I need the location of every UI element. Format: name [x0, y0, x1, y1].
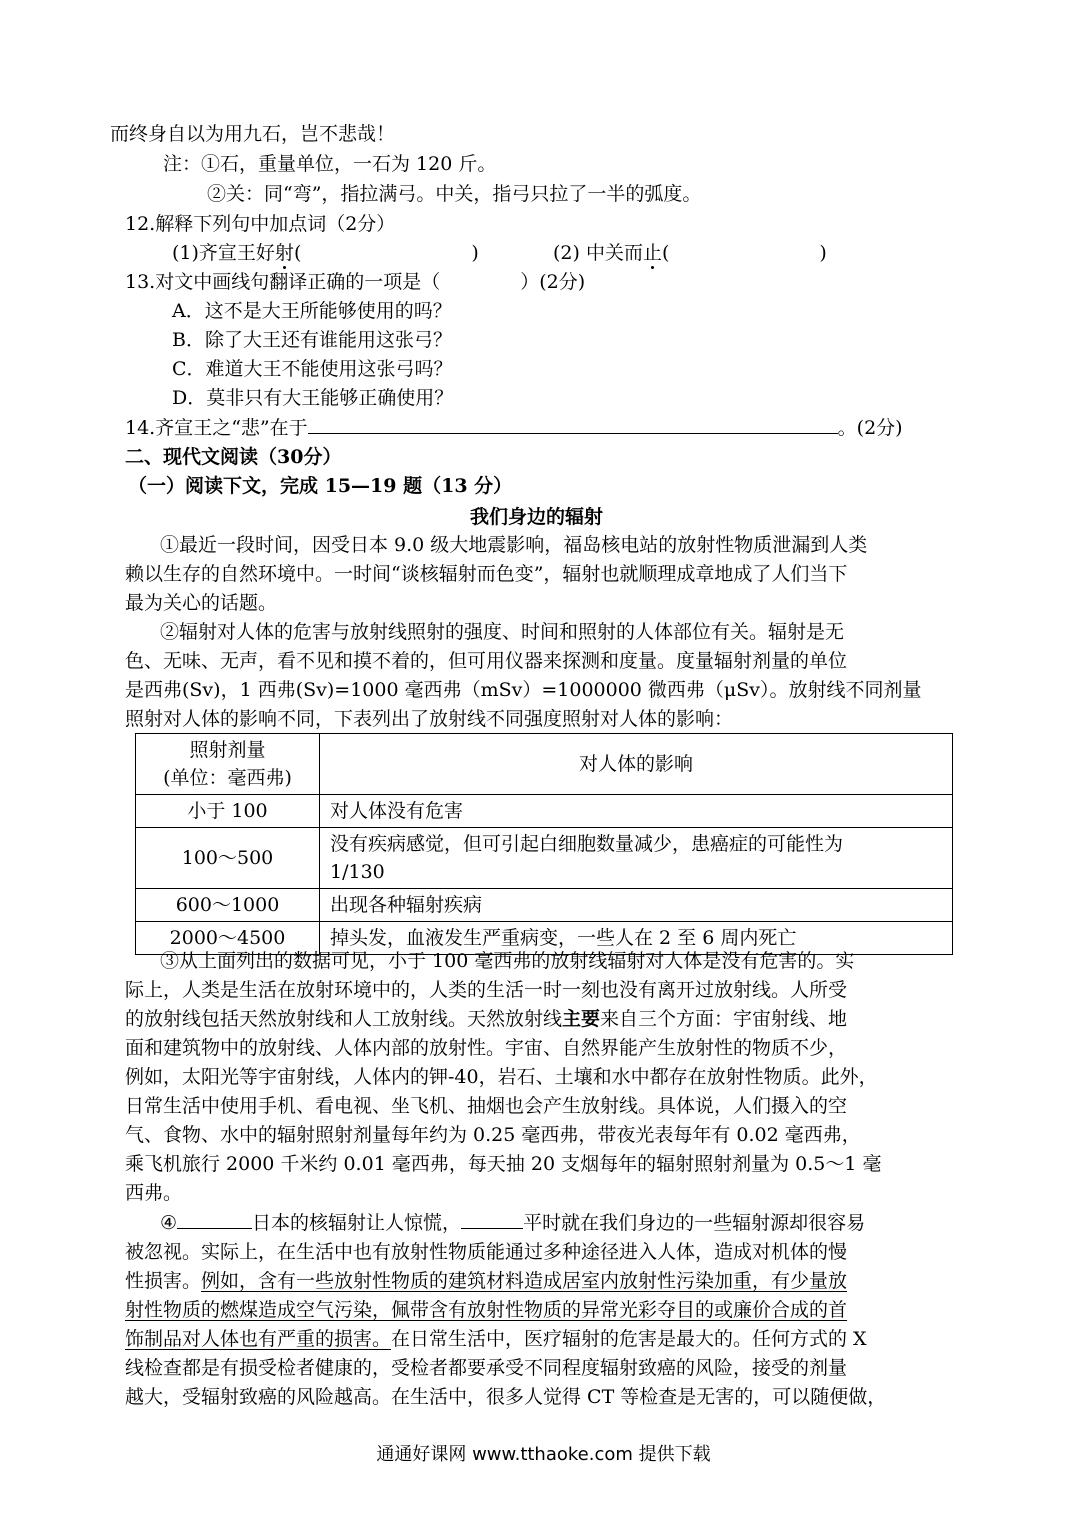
table-row — [136, 889, 953, 922]
p3-line-5: 例如，太阳光等宇宙射线，人体内的钾-40，岩石、土壤和水中都存在放射性物质。此外， — [125, 1066, 878, 1088]
header-dose-line-2: (单位：毫西弗) — [163, 767, 292, 789]
p2-line-2: 色、无味、无声，看不见和摸不着的，但可用仪器来探测和度量。度量辐射剂量的单位 — [125, 650, 848, 672]
p3-line-6: 日常生活中使用手机、看电视、坐飞机、抽烟也会产生放射线。具体说，人们摄入的空 — [125, 1095, 848, 1117]
q12-item2-close: ) — [819, 242, 827, 264]
p4-line-7: 越大，受辐射致癌的风险越高。在生活中，很多人觉得 CT 等检查是无害的，可以随便做， — [125, 1386, 887, 1408]
p3-line-1: ③从上面列出的数据可见，小于 100 毫西弗的放射线辐射对人体是没有危害的。实 — [160, 950, 855, 972]
p4-underlined-3: 饰制品对人体也有严重的损害。 — [125, 1328, 392, 1350]
q12-item2-text: (2) 中关而 — [553, 242, 643, 264]
p4-line-3-a: 性损害。 — [125, 1270, 202, 1292]
p1-line-2: 赖以生存的自然环境中。一时间“谈核辐射而色变”，辐射也就顺理成章地成了人们当下 — [125, 563, 848, 585]
effect-cell-line-2: 1/130 — [330, 861, 385, 883]
effect-cell: 掉头发，血液发生严重病变，一些人在 2 至 6 周内死亡 — [320, 922, 953, 955]
q13-option-b: B．除了大王还有谁能用这张弓？ — [172, 329, 452, 351]
q12-stem: 12.解释下列句中加点词（2分） — [125, 213, 396, 235]
q12-item1-close: ) — [471, 242, 479, 264]
p3-bold-word: 主要 — [562, 1008, 601, 1030]
effect-cell: 对人体没有危害 — [320, 795, 953, 828]
table-row — [136, 828, 953, 889]
q12-item2-dotted-word: 止 — [642, 242, 662, 264]
p2-line-3: 是西弗(Sv)，1 西弗(Sv)=1000 毫西弗（mSv）=1000000 微西弗（μSv）。放射线不同剂量 — [125, 679, 922, 701]
q12-item-2 — [553, 239, 827, 267]
p4-blank-1[interactable] — [177, 1210, 252, 1229]
p4-blank-2[interactable] — [461, 1210, 523, 1229]
note-1: 注：①石，重量单位，一石为 120 斤。 — [163, 153, 497, 175]
q12-item1-dotted-word: 射 — [274, 242, 294, 264]
dose-cell: 100～500 — [136, 828, 320, 889]
classical-line-end: 而终身自以为用九石，岂不悲哉！ — [110, 123, 396, 145]
table-header-effect: 对人体的影响 — [320, 734, 953, 795]
article-title: 我们身边的辐射 — [470, 506, 604, 528]
effect-cell: 出现各种辐射疾病 — [320, 889, 953, 922]
p3-line-4: 面和建筑物中的放射线、人体内部的放射性。宇宙、自然界能产生放射性的物质不少， — [125, 1037, 848, 1059]
p4-line-3 — [125, 1267, 847, 1295]
p4-line-6: 线检查都是有损受检者健康的，受检者都要承受不同程度辐射致癌的风险，接受的剂量 — [125, 1357, 848, 1379]
q14-answer-line[interactable] — [308, 415, 838, 434]
footer-credit: 通通好课网 www.tthaoke.com 提供下载 — [376, 1444, 711, 1465]
radiation-dose-table — [135, 733, 953, 955]
p3-line-7: 气、食物、水中的辐射照射剂量每年约为 0.25 毫西弗，带夜光表每年有 0.02 毫西弗， — [125, 1124, 861, 1146]
p3-line-2: 际上，人类是生活在放射环境中的，人类的生活一时一刻也没有离开过放射线。人所受 — [125, 979, 848, 1001]
section-heading: 二、现代文阅读（30分） — [125, 446, 342, 468]
p1-line-3: 最为关心的话题。 — [125, 592, 278, 614]
dose-cell: 2000～4500 — [136, 922, 320, 955]
sub-heading: （一）阅读下文，完成 15—19 题（13 分） — [128, 475, 513, 497]
dose-cell: 600～1000 — [136, 889, 320, 922]
p4-line-1 — [160, 1209, 865, 1237]
p2-line-4: 照射对人体的影响不同，下表列出了放射线不同强度照射对人体的影响： — [125, 708, 734, 730]
p4-underlined-1: 例如，含有一些放射性物质的建筑材料造成居室内放射性污染加重，有少量放 — [201, 1270, 848, 1292]
q13-stem — [125, 268, 585, 296]
q12-item2-open: ( — [661, 242, 670, 264]
p3-line-3 — [125, 1005, 847, 1033]
q13-option-a: A．这不是大王所能够使用的吗？ — [172, 300, 452, 322]
q12-item1-text: (1)齐宣王好 — [172, 242, 275, 264]
p4-number: ④ — [160, 1212, 178, 1234]
table-header-row — [136, 734, 953, 795]
table-header-dose — [136, 734, 320, 795]
effect-cell — [320, 828, 953, 889]
q13-option-c: C．难道大王不能使用这张弓吗？ — [172, 358, 453, 380]
effect-cell-line-1: 没有疾病感觉，但可引起白细胞数量减少，患癌症的可能性为 — [330, 833, 844, 855]
p1-line-1: ①最近一段时间，因受日本 9.0 级大地震影响，福岛核电站的放射性物质泄漏到人类 — [160, 534, 868, 556]
p3-line-3-b: 来自三个方面：宇宙射线、地 — [600, 1008, 848, 1030]
p4-line-5-b: 在日常生活中，医疗辐射的危害是最大的。任何方式的 X — [391, 1328, 867, 1350]
p4-line-2: 被忽视。实际上，在生活中也有放射性物质能通过多种途径进入人体，造成对机体的慢 — [125, 1241, 848, 1263]
q12-item1-open: ( — [293, 242, 302, 264]
p3-line-3-a: 的放射线包括天然放射线和人工放射线。天然放射线 — [125, 1008, 563, 1030]
p4-line-1-b: 平时就在我们身边的一些辐射源却很容易 — [523, 1212, 866, 1234]
dose-cell: 小于 100 — [136, 795, 320, 828]
note-2: ②关：同“弯”，指拉满弓。中关，指弓只拉了一半的弧度。 — [207, 183, 702, 205]
p4-line-1-a: 日本的核辐射让人惊慌， — [252, 1212, 462, 1234]
q12-item-1 — [172, 239, 479, 267]
p4-underlined-2: 射性物质的燃煤造成空气污染，佩带含有放射性物质的异常光彩夺目的或廉价合成的首 — [125, 1299, 848, 1321]
q14-stem: 14.齐宣王之“悲”在于 — [125, 417, 308, 439]
header-dose-line-1: 照射剂量 — [189, 739, 266, 761]
p3-line-9: 西弗。 — [125, 1182, 183, 1204]
q14 — [125, 414, 903, 442]
q13-stem-end: ）(2分) — [520, 271, 586, 293]
q13-stem-text: 13.对文中画线句翻译正确的一项是（ — [125, 271, 441, 293]
q13-option-d: D．莫非只有大王能够正确使用？ — [172, 387, 454, 409]
table-row — [136, 795, 953, 828]
p2-line-1: ②辐射对人体的危害与放射线照射的强度、时间和照射的人体部位有关。辐射是无 — [160, 621, 845, 643]
p3-line-8: 乘飞机旅行 2000 千米约 0.01 毫西弗，每天抽 20 支烟每年的辐射照射剂量为 0.5～1 毫 — [125, 1153, 882, 1175]
p4-line-5 — [125, 1325, 867, 1353]
q14-end: 。(2分) — [837, 417, 903, 439]
